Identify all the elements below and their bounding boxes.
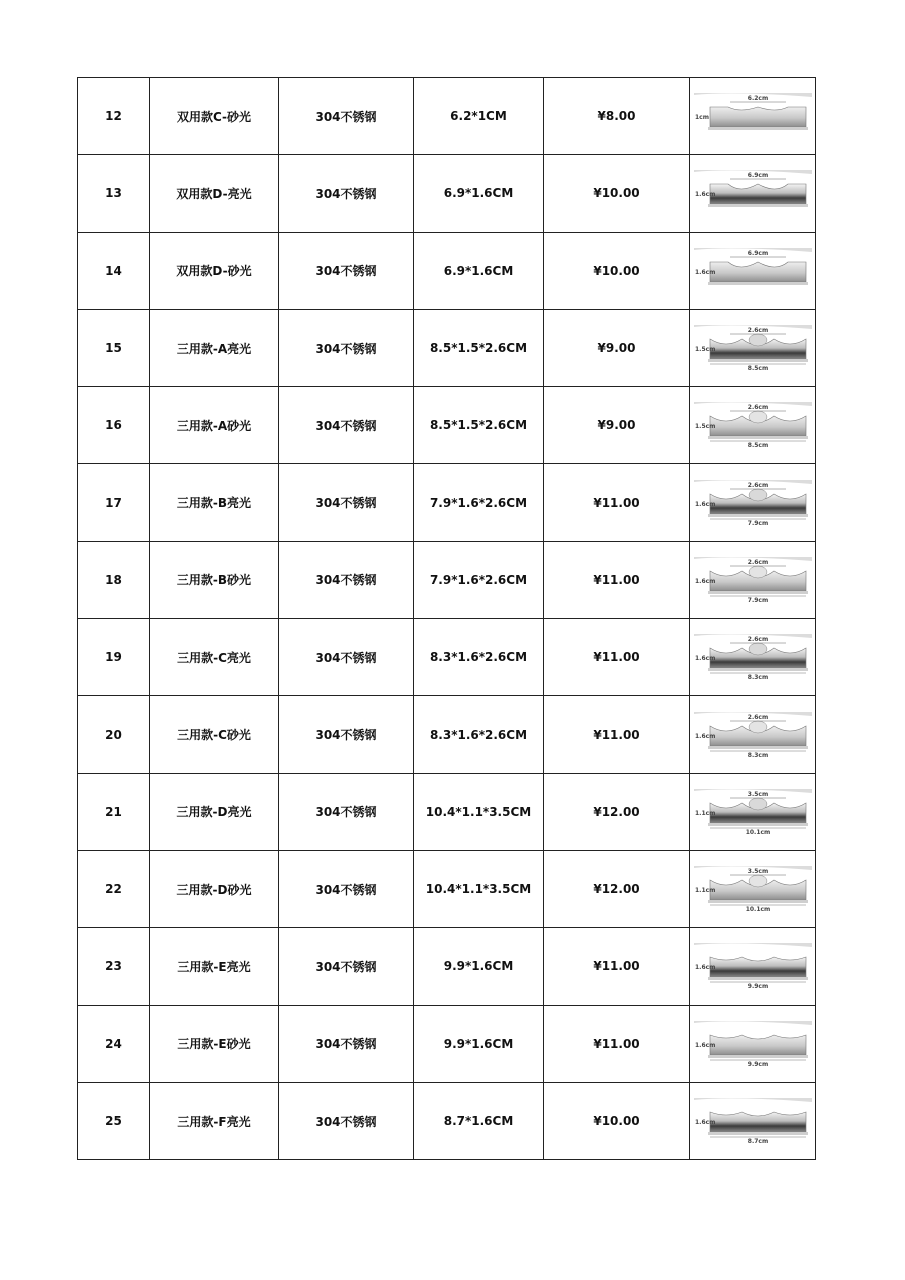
- material: 304不锈钢: [279, 928, 414, 1005]
- dimensions: 9.9*1.6CM: [414, 1005, 544, 1082]
- svg-text:1.6cm: 1.6cm: [694, 1119, 715, 1126]
- table-row: [78, 850, 816, 927]
- svg-text:1.6cm: 1.6cm: [694, 191, 715, 199]
- material: 304不锈钢: [279, 696, 414, 773]
- material: 304不锈钢: [279, 387, 414, 464]
- chopstick-rest-image: [694, 480, 812, 526]
- price: ¥10.00: [544, 1082, 690, 1159]
- product-name: 三用款-A砂光: [150, 387, 279, 464]
- product-image: [690, 541, 816, 618]
- material: 304不锈钢: [279, 464, 414, 541]
- item-number: 16: [78, 387, 150, 464]
- product-name: 三用款-E亮光: [150, 928, 279, 1005]
- table-row: [78, 78, 816, 155]
- product-image: [690, 1082, 816, 1159]
- material: 304不锈钢: [279, 155, 414, 232]
- product-name: 双用款D-亮光: [150, 155, 279, 232]
- svg-text:1.5cm: 1.5cm: [694, 423, 715, 431]
- item-number: 22: [78, 850, 150, 927]
- svg-text:10.1cm: 10.1cm: [745, 828, 770, 835]
- svg-text:6.2cm: 6.2cm: [747, 95, 768, 103]
- product-name: 双用款C-砂光: [150, 78, 279, 155]
- svg-text:7.9cm: 7.9cm: [747, 519, 768, 526]
- table-row: [78, 232, 816, 309]
- product-image: [690, 309, 816, 386]
- product-name: 三用款-F亮光: [150, 1082, 279, 1159]
- dimensions: 9.9*1.6CM: [414, 928, 544, 1005]
- svg-text:6.9cm: 6.9cm: [747, 172, 768, 180]
- item-number: 17: [78, 464, 150, 541]
- product-name: 三用款-C亮光: [150, 619, 279, 696]
- table-row: [78, 541, 816, 618]
- price: ¥12.00: [544, 850, 690, 927]
- price: ¥12.00: [544, 773, 690, 850]
- dimensions: 8.7*1.6CM: [414, 1082, 544, 1159]
- dimensions: 6.2*1CM: [414, 78, 544, 155]
- material: 304不锈钢: [279, 232, 414, 309]
- material: 304不锈钢: [279, 1005, 414, 1082]
- item-number: 20: [78, 696, 150, 773]
- svg-text:1.1cm: 1.1cm: [694, 887, 715, 895]
- price: ¥11.00: [544, 696, 690, 773]
- svg-text:8.7cm: 8.7cm: [747, 1138, 768, 1144]
- chopstick-rest-image: [694, 325, 812, 371]
- product-image: [690, 773, 816, 850]
- product-image: [690, 387, 816, 464]
- product-table: [77, 77, 816, 1160]
- svg-text:6.9cm: 6.9cm: [747, 249, 768, 257]
- item-number: 13: [78, 155, 150, 232]
- svg-text:2.6cm: 2.6cm: [747, 558, 768, 566]
- dimensions: 7.9*1.6*2.6CM: [414, 464, 544, 541]
- table-row: [78, 1005, 816, 1082]
- material: 304不锈钢: [279, 541, 414, 618]
- svg-text:2.6cm: 2.6cm: [747, 404, 768, 412]
- item-number: 14: [78, 232, 150, 309]
- chopstick-rest-image: [694, 1021, 812, 1067]
- chopstick-rest-image: [694, 712, 812, 758]
- chopstick-rest-image: [694, 557, 812, 603]
- product-name: 三用款-B砂光: [150, 541, 279, 618]
- product-name: 双用款D-砂光: [150, 232, 279, 309]
- dimensions: 10.4*1.1*3.5CM: [414, 850, 544, 927]
- product-image: [690, 78, 816, 155]
- dimensions: 7.9*1.6*2.6CM: [414, 541, 544, 618]
- product-name: 三用款-A亮光: [150, 309, 279, 386]
- svg-text:9.9cm: 9.9cm: [747, 1060, 768, 1067]
- table-row: [78, 155, 816, 232]
- svg-text:8.3cm: 8.3cm: [747, 674, 768, 681]
- svg-text:1.1cm: 1.1cm: [694, 809, 715, 817]
- product-image: [690, 928, 816, 1005]
- material: 304不锈钢: [279, 78, 414, 155]
- svg-text:1.6cm: 1.6cm: [694, 655, 715, 663]
- chopstick-rest-image: [694, 93, 812, 139]
- dimensions: 8.5*1.5*2.6CM: [414, 387, 544, 464]
- table-row: [78, 464, 816, 541]
- product-image: [690, 464, 816, 541]
- svg-text:2.6cm: 2.6cm: [747, 713, 768, 721]
- material: 304不锈钢: [279, 850, 414, 927]
- product-name: 三用款-D砂光: [150, 850, 279, 927]
- item-number: 12: [78, 78, 150, 155]
- table-row: [78, 1082, 816, 1159]
- material: 304不锈钢: [279, 619, 414, 696]
- product-table-body: [78, 78, 816, 1160]
- item-number: 23: [78, 928, 150, 1005]
- svg-text:10.1cm: 10.1cm: [745, 906, 770, 913]
- product-name: 三用款-B亮光: [150, 464, 279, 541]
- table-row: [78, 619, 816, 696]
- price: ¥11.00: [544, 928, 690, 1005]
- dimensions: 8.5*1.5*2.6CM: [414, 309, 544, 386]
- table-row: [78, 773, 816, 850]
- item-number: 21: [78, 773, 150, 850]
- item-number: 25: [78, 1082, 150, 1159]
- dimensions: 6.9*1.6CM: [414, 232, 544, 309]
- product-image: [690, 696, 816, 773]
- svg-text:2.6cm: 2.6cm: [747, 636, 768, 644]
- item-number: 24: [78, 1005, 150, 1082]
- dimensions: 8.3*1.6*2.6CM: [414, 619, 544, 696]
- svg-text:1cm: 1cm: [694, 114, 709, 122]
- svg-text:1.6cm: 1.6cm: [694, 268, 715, 276]
- chopstick-rest-image: [694, 248, 812, 294]
- chopstick-rest-image: [694, 866, 812, 912]
- item-number: 18: [78, 541, 150, 618]
- chopstick-rest-image: [694, 943, 812, 989]
- product-image: [690, 232, 816, 309]
- table-row: [78, 309, 816, 386]
- product-name: 三用款-C砂光: [150, 696, 279, 773]
- svg-text:8.3cm: 8.3cm: [747, 751, 768, 758]
- product-name: 三用款-E砂光: [150, 1005, 279, 1082]
- svg-text:1.5cm: 1.5cm: [694, 346, 715, 354]
- svg-text:8.5cm: 8.5cm: [747, 365, 768, 372]
- table-row: [78, 696, 816, 773]
- product-image: [690, 1005, 816, 1082]
- material: 304不锈钢: [279, 309, 414, 386]
- price: ¥11.00: [544, 1005, 690, 1082]
- product-image: [690, 155, 816, 232]
- svg-text:2.6cm: 2.6cm: [747, 327, 768, 335]
- chopstick-rest-image: [694, 634, 812, 680]
- price: ¥9.00: [544, 387, 690, 464]
- svg-text:7.9cm: 7.9cm: [747, 596, 768, 603]
- svg-text:1.6cm: 1.6cm: [694, 964, 715, 972]
- product-name: 三用款-D亮光: [150, 773, 279, 850]
- svg-text:9.9cm: 9.9cm: [747, 983, 768, 990]
- price: ¥11.00: [544, 619, 690, 696]
- chopstick-rest-image: [694, 1098, 812, 1144]
- price: ¥10.00: [544, 155, 690, 232]
- item-number: 19: [78, 619, 150, 696]
- svg-text:1.6cm: 1.6cm: [694, 577, 715, 585]
- table-row: [78, 928, 816, 1005]
- price: ¥8.00: [544, 78, 690, 155]
- svg-text:1.6cm: 1.6cm: [694, 500, 715, 508]
- price: ¥11.00: [544, 541, 690, 618]
- chopstick-rest-image: [694, 170, 812, 216]
- product-image: [690, 619, 816, 696]
- price: ¥11.00: [544, 464, 690, 541]
- svg-text:8.5cm: 8.5cm: [747, 442, 768, 449]
- dimensions: 8.3*1.6*2.6CM: [414, 696, 544, 773]
- svg-text:3.5cm: 3.5cm: [747, 868, 768, 876]
- svg-text:3.5cm: 3.5cm: [747, 790, 768, 798]
- material: 304不锈钢: [279, 773, 414, 850]
- dimensions: 10.4*1.1*3.5CM: [414, 773, 544, 850]
- svg-text:2.6cm: 2.6cm: [747, 481, 768, 489]
- item-number: 15: [78, 309, 150, 386]
- table-row: [78, 387, 816, 464]
- svg-text:1.6cm: 1.6cm: [694, 1041, 715, 1049]
- product-image: [690, 850, 816, 927]
- dimensions: 6.9*1.6CM: [414, 155, 544, 232]
- chopstick-rest-image: [694, 789, 812, 835]
- material: 304不锈钢: [279, 1082, 414, 1159]
- chopstick-rest-image: [694, 402, 812, 448]
- price: ¥10.00: [544, 232, 690, 309]
- svg-text:1.6cm: 1.6cm: [694, 732, 715, 740]
- price: ¥9.00: [544, 309, 690, 386]
